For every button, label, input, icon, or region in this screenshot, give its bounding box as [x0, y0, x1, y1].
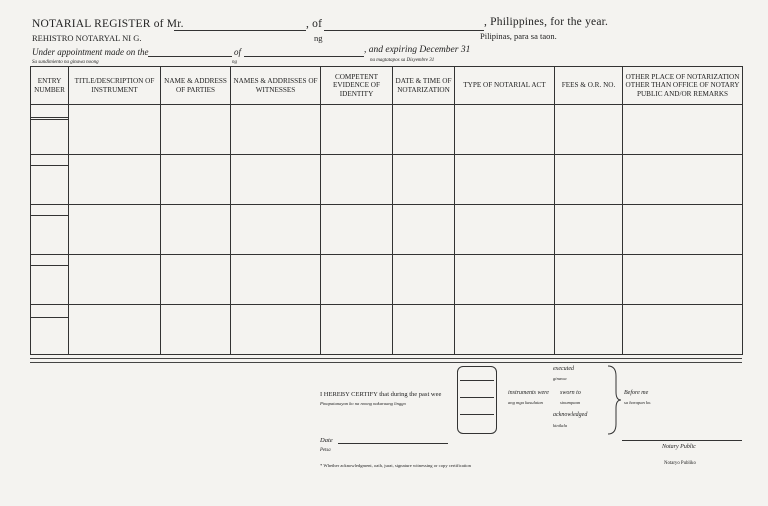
table-cell[interactable] [161, 155, 231, 205]
table-cell[interactable] [455, 205, 555, 255]
table-cell[interactable] [69, 205, 161, 255]
entry-cell[interactable] [31, 255, 69, 305]
acknowledged-translation: kinilala [553, 423, 568, 428]
col-entry-number: ENTRY NUMBER [31, 67, 69, 105]
date-label: Date [320, 437, 333, 444]
notary-label: Notary Public [662, 444, 696, 450]
appointment-ng: ng [232, 60, 237, 65]
appointment-label: Under appointment made on the [32, 47, 149, 57]
col-evidence-identity: COMPETENT EVIDENCE OF IDENTITY [321, 67, 393, 105]
entry-cell[interactable] [31, 155, 69, 205]
table-cell[interactable] [623, 255, 743, 305]
table-cell[interactable] [555, 305, 623, 355]
notary-signature-line[interactable] [622, 440, 742, 441]
right-brace-icon [606, 364, 622, 436]
title-translation: REHISTRO NOTARYAL NI G. [32, 33, 142, 43]
table-cell[interactable] [393, 155, 455, 205]
table-cell[interactable] [555, 155, 623, 205]
before-me-translation: sa harapan ko. [624, 400, 652, 405]
table-cell[interactable] [455, 305, 555, 355]
table-cell[interactable] [455, 255, 555, 305]
table-cell[interactable] [623, 155, 743, 205]
table-cell[interactable] [69, 155, 161, 205]
table-cell[interactable] [231, 155, 321, 205]
table-cell[interactable] [161, 305, 231, 355]
notary-name-line[interactable] [174, 30, 306, 31]
table-cell[interactable] [161, 205, 231, 255]
expiring-label: , and expiring December 31 [364, 45, 471, 55]
country-label: , Philippines, for the year. [484, 16, 609, 28]
before-me: Before me [624, 390, 649, 396]
country-translation: Pilipinas, para sa taon. [480, 31, 557, 41]
week-box[interactable] [457, 366, 497, 434]
table-row [31, 205, 743, 255]
table-cell[interactable] [555, 255, 623, 305]
col-witnesses: NAMES & ADDRISSES OF WITNESSES [231, 67, 321, 105]
sworn-translation: sinumpaan [560, 400, 581, 405]
executed-option: executed [553, 366, 574, 372]
acknowledged-option: acknowledged [553, 412, 588, 418]
table-cell[interactable] [455, 155, 555, 205]
table-cell[interactable] [393, 205, 455, 255]
table-cell[interactable] [231, 205, 321, 255]
table-cell[interactable] [555, 205, 623, 255]
col-date-time: DATE & TIME OF NOTARIZATION [393, 67, 455, 105]
table-cell[interactable] [161, 255, 231, 305]
table-row [31, 255, 743, 305]
table-cell[interactable] [455, 105, 555, 155]
appointment-date-line[interactable] [148, 56, 232, 57]
table-row [31, 105, 743, 155]
table-cell[interactable] [321, 205, 393, 255]
notarial-register-table [30, 66, 743, 355]
table-cell[interactable] [393, 255, 455, 305]
table-cell[interactable] [231, 305, 321, 355]
certify-translation: Pinapatunayan ko na noong nakaraang linggo [320, 401, 406, 406]
entry-cell[interactable] [31, 305, 69, 355]
table-cell[interactable] [69, 305, 161, 355]
table-cell[interactable] [393, 305, 455, 355]
ng-label: ng [314, 33, 323, 43]
col-fees: FEES & O.R. NO. [555, 67, 623, 105]
table-cell[interactable] [161, 105, 231, 155]
table-cell[interactable] [321, 155, 393, 205]
place-line[interactable] [324, 30, 484, 31]
date-translation: Petsa [320, 448, 331, 453]
of-label: , of [306, 18, 323, 30]
col-instrument: TITLE/DESCRIPTION OF INSTRUMENT [69, 67, 161, 105]
appointment-translation: Sa sundimiento na ginawa noong [32, 60, 99, 65]
col-notarial-act: TYPE OF NOTARIAL ACT [455, 67, 555, 105]
table-cell[interactable] [231, 105, 321, 155]
appointment-year-line[interactable] [244, 56, 364, 57]
date-line[interactable] [338, 443, 448, 444]
table-cell[interactable] [69, 255, 161, 305]
executed-translation: ginawa [553, 376, 567, 381]
notary-translation: Notaryo Publiko [664, 461, 696, 466]
col-parties: NAME & ADDRESS OF PARTIES [161, 67, 231, 105]
table-cell[interactable] [321, 255, 393, 305]
table-cell[interactable] [69, 105, 161, 155]
appointment-of: of [234, 47, 242, 57]
register-title: NOTARIAL REGISTER of Mr. [32, 18, 184, 30]
certify-text: I HEREBY CERTIFY that during the past wee [320, 391, 442, 398]
table-row [31, 155, 743, 205]
table-cell[interactable] [393, 105, 455, 155]
col-remarks: OTHER PLACE OF NOTARIZATION OTHER THAN OFFICE OF NOTARY PUBLIC AND/OR REMARKS [623, 67, 743, 105]
table-row [31, 305, 743, 355]
sworn-option: sworn to [560, 390, 581, 396]
separator-line [30, 358, 742, 359]
entry-cell[interactable] [31, 205, 69, 255]
separator-line [30, 362, 742, 363]
entry-cell[interactable] [31, 105, 69, 155]
table-cell[interactable] [321, 105, 393, 155]
instruments-text: instruments were [508, 390, 549, 396]
expiring-translation: na magtatapos sa Disyembre 31 [370, 58, 435, 63]
table-cell[interactable] [321, 305, 393, 355]
table-cell[interactable] [555, 105, 623, 155]
table-cell[interactable] [623, 305, 743, 355]
footnote: * Whether acknowledgment, oath, jurat, signature witnessing or copy certification [320, 463, 471, 468]
table-cell[interactable] [623, 205, 743, 255]
table-cell[interactable] [623, 105, 743, 155]
table-cell[interactable] [231, 255, 321, 305]
instruments-translation: ang mga kasulatan [508, 400, 543, 405]
